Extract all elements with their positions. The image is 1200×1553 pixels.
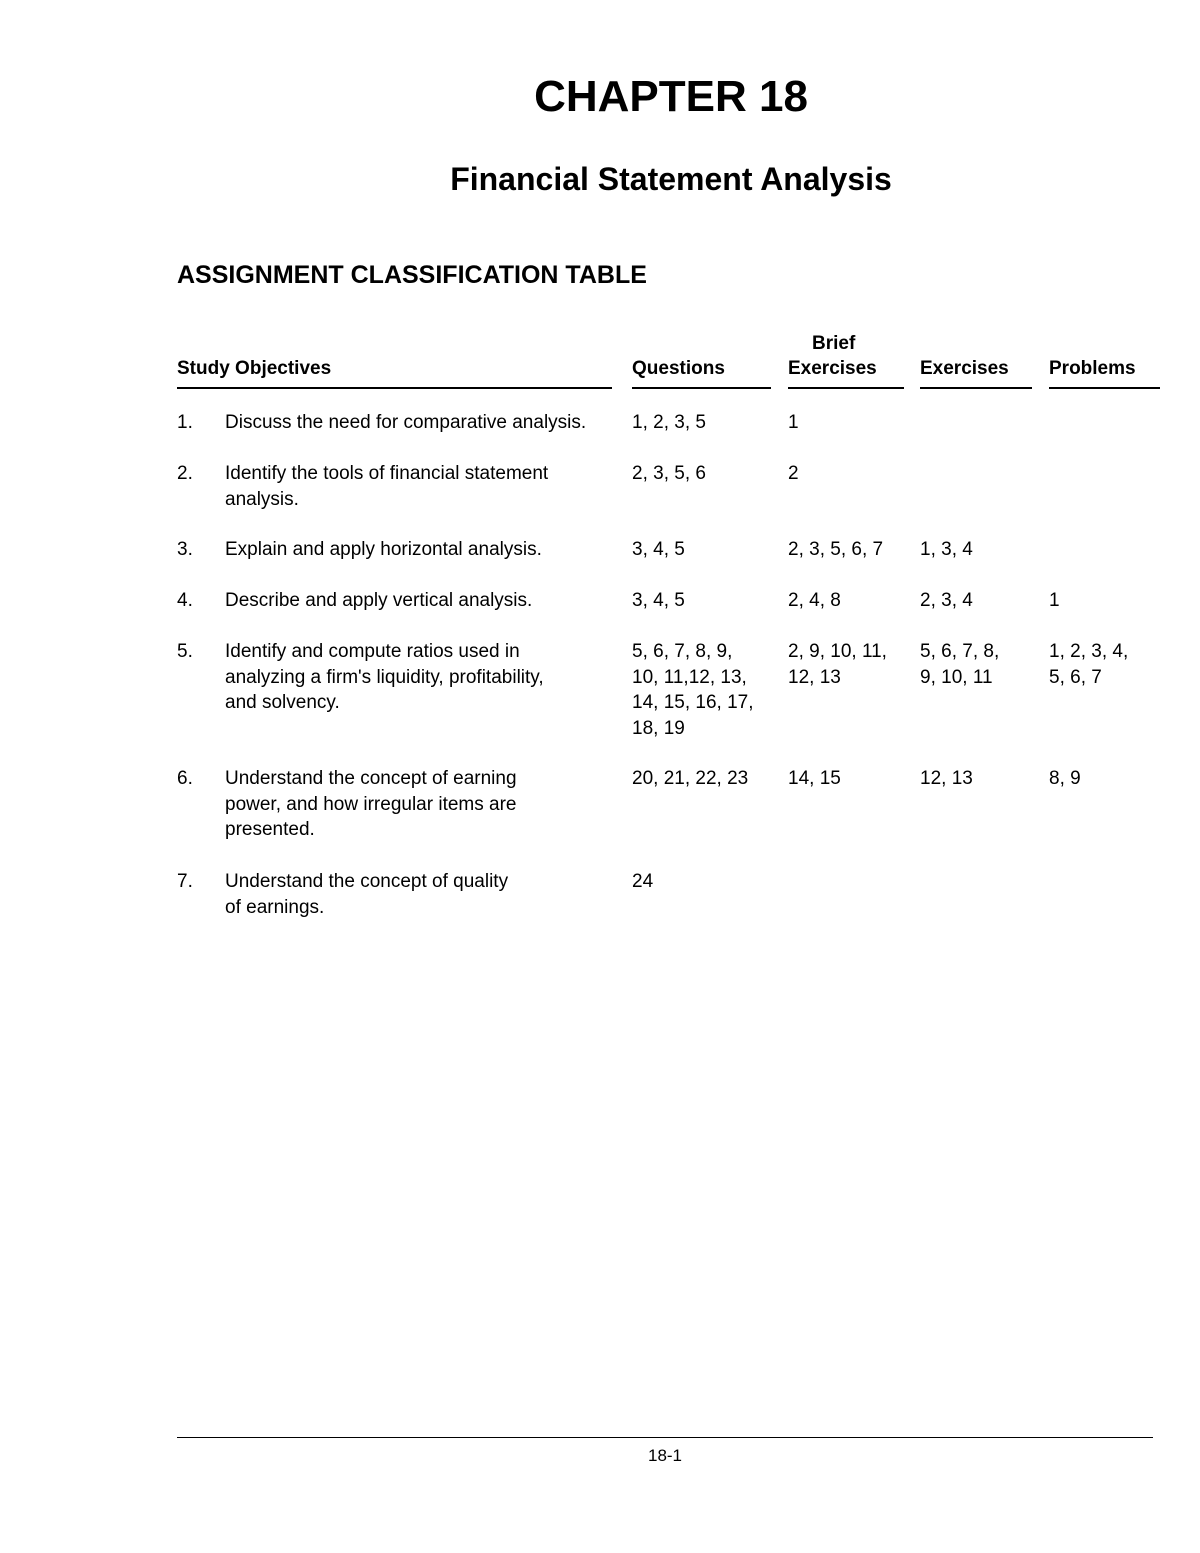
row-brief-exercises: 2 xyxy=(788,463,799,484)
row-number: 7. xyxy=(177,871,193,892)
row-objective: Identify and compute ratios used in analyzing a firm's liquidity, profitability, and solvency. xyxy=(225,641,544,713)
header-study-objectives-label: Study Objectives xyxy=(177,358,332,379)
row-objective: Describe and apply vertical analysis. xyxy=(225,590,533,611)
row-number: 3. xyxy=(177,539,193,560)
header-brief-exercises-label: Exercises xyxy=(788,358,877,379)
row-questions: 20, 21, 22, 23 xyxy=(632,768,749,789)
row-problems: 8, 9 xyxy=(1049,768,1081,789)
row-problems: 1 xyxy=(1049,590,1060,611)
row-questions: 2, 3, 5, 6 xyxy=(632,463,706,484)
row-questions: 3, 4, 5 xyxy=(632,590,685,611)
header-problems-label: Problems xyxy=(1049,358,1136,379)
footer-rule xyxy=(177,1437,1153,1438)
header-underline xyxy=(177,387,612,389)
header-study-objectives xyxy=(177,356,612,381)
row-exercises: 5, 6, 7, 8, 9, 10, 11 xyxy=(920,641,1000,688)
row-exercises: 12, 13 xyxy=(920,768,973,789)
header-questions xyxy=(632,356,771,381)
row-problems: 1, 2, 3, 4, 5, 6, 7 xyxy=(1049,641,1129,688)
header-exercises xyxy=(920,356,1032,381)
row-questions: 1, 2, 3, 5 xyxy=(632,412,706,433)
row-brief-exercises: 14, 15 xyxy=(788,768,841,789)
row-objective: Identify the tools of financial statement analysis. xyxy=(225,463,549,510)
header-brief-exercises xyxy=(788,356,904,381)
header-underline xyxy=(632,387,771,389)
row-exercises: 1, 3, 4 xyxy=(920,539,973,560)
row-questions: 5, 6, 7, 8, 9, 10, 11,12, 13, 14, 15, 16, 17, 18, 19 xyxy=(632,641,754,739)
page-number: 18-1 xyxy=(647,1446,683,1465)
chapter-title: CHAPTER 18 xyxy=(534,72,808,121)
chapter-subtitle: Financial Statement Analysis xyxy=(450,161,892,197)
row-number: 5. xyxy=(177,641,193,662)
row-number: 1. xyxy=(177,412,193,433)
header-underline xyxy=(920,387,1032,389)
row-objective: Discuss the need for comparative analysis. xyxy=(225,412,587,433)
row-objective: Explain and apply horizontal analysis. xyxy=(225,539,542,560)
header-problems xyxy=(1049,356,1160,381)
row-questions: 24 xyxy=(632,871,654,892)
row-number: 6. xyxy=(177,768,193,789)
header-brief-top: Brief xyxy=(812,333,856,354)
row-objective: Understand the concept of earning power, and how irregular items are presented. xyxy=(225,768,517,840)
header-underline xyxy=(788,387,904,389)
row-brief-exercises: 2, 3, 5, 6, 7 xyxy=(788,539,884,560)
row-questions: 3, 4, 5 xyxy=(632,539,685,560)
row-objective: Understand the concept of quality of earnings. xyxy=(225,871,509,918)
header-exercises-label: Exercises xyxy=(920,358,1009,379)
row-brief-exercises: 1 xyxy=(788,412,799,433)
header-underline xyxy=(1049,387,1160,389)
row-number: 4. xyxy=(177,590,193,611)
row-brief-exercises: 2, 9, 10, 11, 12, 13 xyxy=(788,641,887,688)
row-exercises: 2, 3, 4 xyxy=(920,590,973,611)
header-questions-label: Questions xyxy=(632,358,725,379)
section-heading: ASSIGNMENT CLASSIFICATION TABLE xyxy=(177,261,647,289)
row-brief-exercises: 2, 4, 8 xyxy=(788,590,841,611)
row-number: 2. xyxy=(177,463,193,484)
